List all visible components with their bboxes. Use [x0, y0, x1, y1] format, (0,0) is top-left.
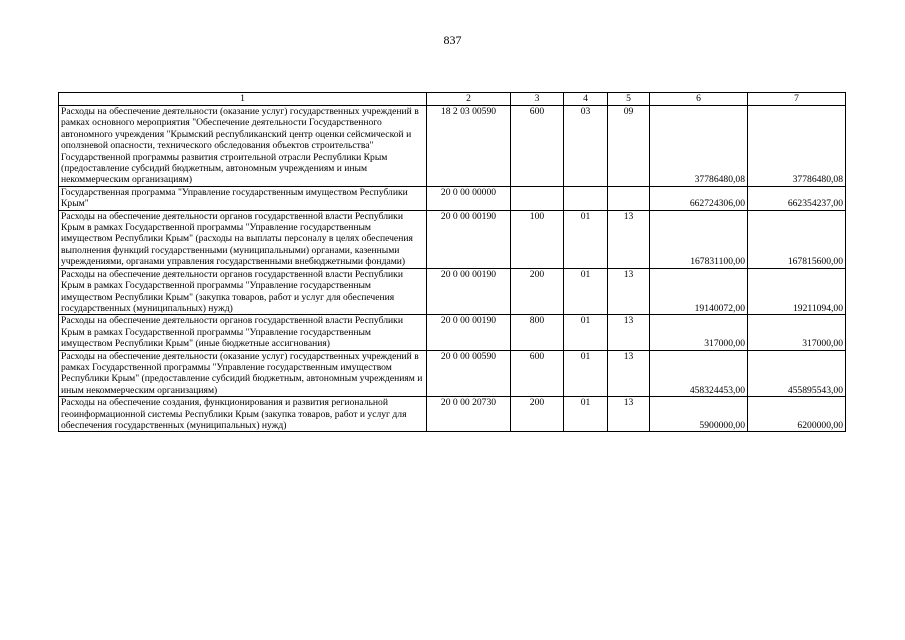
target-item-code: 20 0 00 00590 [427, 350, 511, 397]
expense-type-code: 600 [511, 350, 564, 397]
expense-description: Расходы на обеспечение деятельности органов государственной власти Республики Крым в рамках Государственной программы "Управление государственным имуществом Республики Крым" (расходы на выплаты персоналу в целях обеспечения выполнения функций государственными (муниципальными) органами, казенными учреждениями, органами управления государственными внебюджетными фондами) [59, 210, 427, 268]
expense-description: Расходы на обеспечение деятельности органов государственной власти Республики Крым в рамках Государственной программы "Управление государственным имуществом Республики Крым" (иные бюджетные ассигнования) [59, 315, 427, 350]
section-code: 01 [564, 268, 608, 315]
column-header: 6 [650, 93, 748, 106]
target-item-code: 20 0 00 20730 [427, 397, 511, 432]
budget-table [58, 92, 846, 432]
header-row [59, 93, 846, 106]
column-header: 2 [427, 93, 511, 106]
expense-type-code: 800 [511, 315, 564, 350]
expense-description: Расходы на обеспечение деятельности (оказание услуг) государственных учреждений в рамках Государственной программы "Управление государственным имуществом Республики Крым" (предоставление субсидий бюджетным, автономным учреждениям и иным некоммерческим организациям) [59, 350, 427, 397]
subsection-code: 13 [608, 210, 650, 268]
table-row [59, 350, 846, 397]
table-row [59, 268, 846, 315]
column-header: 3 [511, 93, 564, 106]
table-row [59, 186, 846, 210]
amount-year-2: 455895543,00 [748, 350, 846, 397]
table-row [59, 397, 846, 432]
target-item-code: 20 0 00 00190 [427, 268, 511, 315]
expense-type-code: 200 [511, 268, 564, 315]
expense-description: Расходы на обеспечение деятельности органов государственной власти Республики Крым в рамках Государственной программы "Управление государственным имуществом Республики Крым" (закупка товаров, работ и услуг для обеспечения государственных (муниципальных) нужд) [59, 268, 427, 315]
target-item-code: 18 2 03 00590 [427, 106, 511, 187]
target-item-code: 20 0 00 00190 [427, 315, 511, 350]
subsection-code: 13 [608, 268, 650, 315]
target-item-code: 20 0 00 00190 [427, 210, 511, 268]
expense-type-code [511, 186, 564, 210]
amount-year-1: 458324453,00 [650, 350, 748, 397]
amount-year-2: 37786480,08 [748, 106, 846, 187]
expense-type-code: 600 [511, 106, 564, 187]
amount-year-2: 19211094,00 [748, 268, 846, 315]
expense-type-code: 100 [511, 210, 564, 268]
amount-year-1: 662724306,00 [650, 186, 748, 210]
subsection-code [608, 186, 650, 210]
subsection-code: 13 [608, 397, 650, 432]
expense-description: Расходы на обеспечение деятельности (оказание услуг) государственных учреждений в рамках основного мероприятия "Обеспечение деятельности Государственного автономного учреждения "Крымский республиканский центр оценки сейсмической и оползневой опасности, технического обследования объектов строительства" Государственной программы развития строительной отрасли Республики Крым (предоставление субсидий бюджетным, автономным учреждениям и иным некоммерческим организациям) [59, 106, 427, 187]
expense-description: Государственная программа "Управление государственным имуществом Республики Крым" [59, 186, 427, 210]
column-header: 4 [564, 93, 608, 106]
amount-year-1: 37786480,08 [650, 106, 748, 187]
column-header: 5 [608, 93, 650, 106]
amount-year-1: 167831100,00 [650, 210, 748, 268]
subsection-code: 13 [608, 315, 650, 350]
table-row [59, 210, 846, 268]
column-header: 1 [59, 93, 427, 106]
table-row [59, 106, 846, 187]
amount-year-1: 317000,00 [650, 315, 748, 350]
expense-type-code: 200 [511, 397, 564, 432]
page-number: 837 [443, 33, 462, 47]
section-code: 01 [564, 350, 608, 397]
amount-year-2: 662354237,00 [748, 186, 846, 210]
expense-description: Расходы на обеспечение создания, функционирования и развития региональной геоинформационной системы Республики Крым (закупка товаров, работ и услуг для обеспечения государственных (муниципальных) нужд) [59, 397, 427, 432]
section-code: 03 [564, 106, 608, 187]
amount-year-1: 19140072,00 [650, 268, 748, 315]
amount-year-2: 317000,00 [748, 315, 846, 350]
column-header: 7 [748, 93, 846, 106]
section-code: 01 [564, 210, 608, 268]
amount-year-1: 5900000,00 [650, 397, 748, 432]
target-item-code: 20 0 00 00000 [427, 186, 511, 210]
amount-year-2: 167815600,00 [748, 210, 846, 268]
table-row [59, 315, 846, 350]
subsection-code: 09 [608, 106, 650, 187]
section-code: 01 [564, 315, 608, 350]
section-code: 01 [564, 397, 608, 432]
amount-year-2: 6200000,00 [748, 397, 846, 432]
subsection-code: 13 [608, 350, 650, 397]
section-code [564, 186, 608, 210]
